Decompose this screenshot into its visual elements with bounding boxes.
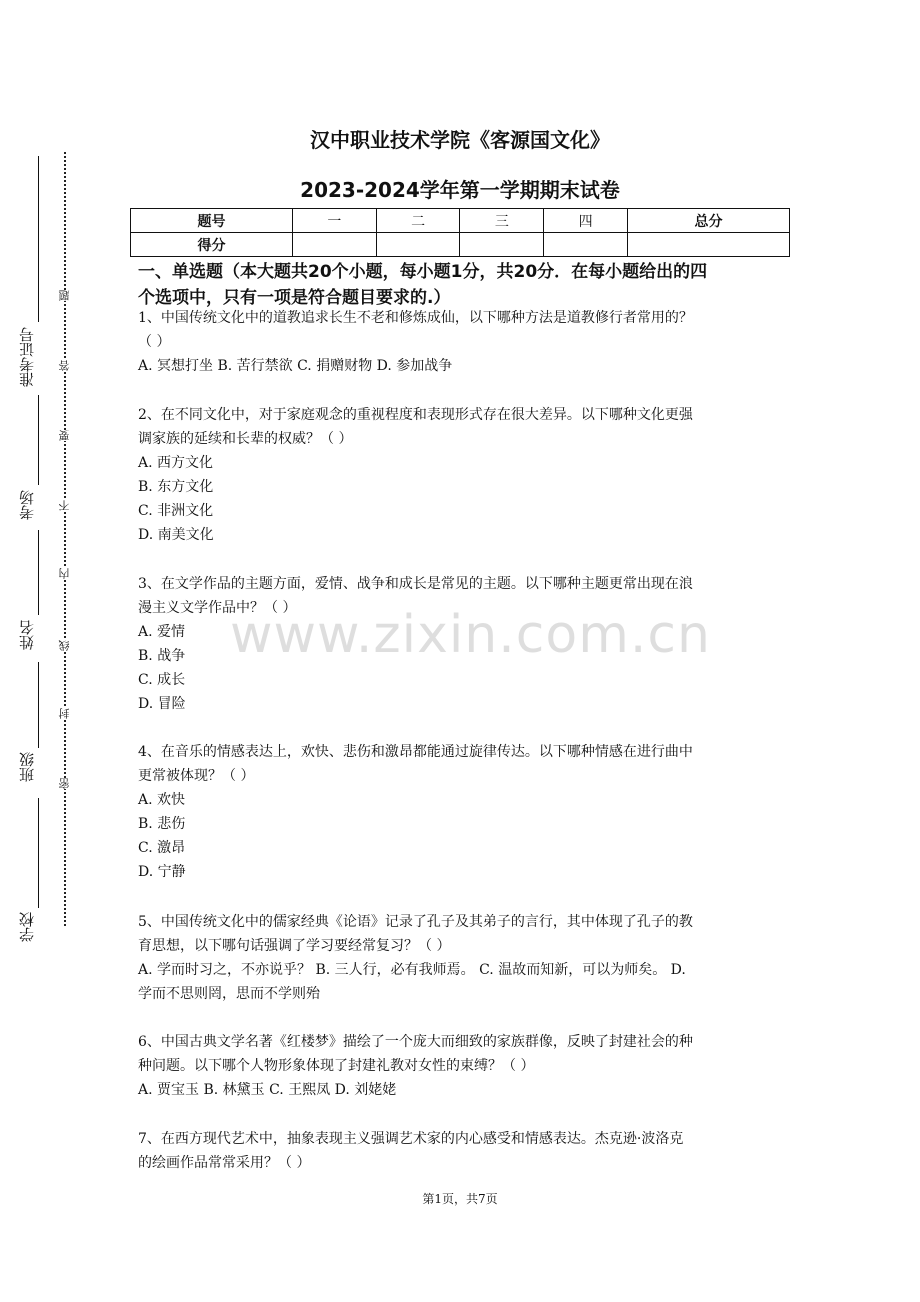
seal-char: 线 (58, 640, 71, 651)
option-b: B. 战争 (138, 648, 186, 664)
school-field (14, 912, 40, 942)
question-text: 7、在西方现代艺术中，抽象表现主义强调艺术家的内心感受和情感表达。杰克逊·波洛克 (138, 1131, 684, 1147)
seal-char: 题 (58, 290, 71, 301)
question-options: A. 贾宝玉 B. 林黛玉 C. 王熙凤 D. 刘姥姥 (138, 1082, 397, 1098)
question-5 (138, 910, 793, 1006)
question-text: 3、在文学作品的主题方面，爱情、战争和成长是常见的主题。以下哪种主题更常出现在浪 (138, 576, 693, 592)
score-cell (544, 233, 628, 257)
option-c: C. 激昂 (138, 840, 186, 856)
score-cell (628, 233, 790, 257)
option-d: D. 宁静 (138, 864, 186, 880)
exam-number-field (14, 327, 40, 387)
question-text: 4、在音乐的情感表达上，欢快、悲伤和激昂都能通过旋律传达。以下哪种情感在进行曲中 (138, 744, 693, 760)
option-d: D. 冒险 (138, 696, 186, 712)
question-text: 种问题。以下哪个人物形象体现了封建礼教对女性的束缚？（ ） (138, 1058, 535, 1074)
option-a: A. 西方文化 (138, 455, 214, 471)
page-footer: 第1页，共7页 (422, 1192, 498, 1206)
question-4 (138, 740, 793, 884)
score-header-cell: 总分 (628, 209, 790, 233)
option-c: C. 成长 (138, 672, 186, 688)
question-text: 2、在不同文化中，对于家庭观念的重视程度和表现形式存在很大差异。以下哪种文化更强 (138, 407, 693, 423)
score-table-header-row (131, 209, 790, 233)
question-text: 调家族的延续和长辈的权威？（ ） (138, 431, 353, 447)
score-table-score-row (131, 233, 790, 257)
question-text: 漫主义文学作品中？（ ） (138, 600, 297, 616)
question-text: 育思想，以下哪句话强调了学习要经常复习？（ ） (138, 938, 451, 954)
name-field (14, 620, 40, 650)
score-table (130, 208, 790, 257)
score-cell (292, 233, 376, 257)
name-label: 姓名 (18, 620, 36, 650)
question-options: A. 学而时习之，不亦说乎？ B. 三人行，必有我师焉。 C. 温故而知新，可以为师矣。 D. (138, 962, 686, 978)
question-text: （ ） (138, 334, 171, 350)
question-text: 1、中国传统文化中的道教追求长生不老和修炼成仙，以下哪种方法是道教修行者常用的？ (138, 310, 693, 326)
class-label: 班级 (18, 752, 36, 782)
option-b: B. 东方文化 (138, 479, 214, 495)
question-text: 5、中国传统文化中的儒家经典《论语》记录了孔子及其弟子的言行，其中体现了孔子的教 (138, 914, 693, 930)
section-heading-line: 一、单选题（本大题共20个小题，每小题1分，共20分．在每小题给出的四 (138, 262, 708, 282)
seal-char: 答 (58, 360, 71, 371)
option-d: D. 南美文化 (138, 527, 214, 543)
exam-title: 汉中职业技术学院《客源国文化》 (310, 128, 610, 152)
question-text: 6、中国古典文学名著《红楼梦》描绘了一个庞大而细致的家族群像，反映了封建社会的种 (138, 1034, 693, 1050)
seal-char: 不 (58, 500, 71, 511)
exam-number-label: 准考证号 (18, 327, 36, 387)
question-text: 的绘画作品常常采用？（ ） (138, 1155, 311, 1171)
class-line (38, 662, 39, 748)
score-header-cell: 二 (376, 209, 460, 233)
score-header-cell: 一 (292, 209, 376, 233)
question-7 (138, 1127, 793, 1175)
score-header-cell: 四 (544, 209, 628, 233)
section-heading (138, 259, 798, 311)
seal-dotted-line (64, 152, 66, 926)
question-6 (138, 1030, 793, 1102)
question-2 (138, 403, 793, 547)
score-header-cell: 题号 (131, 209, 293, 233)
seal-char: 要 (58, 430, 71, 441)
exam-room-label: 考场 (18, 490, 36, 520)
exam-subtitle: 2023-2024学年第一学期期末试卷 (300, 178, 620, 202)
question-1 (138, 306, 793, 378)
score-cell (376, 233, 460, 257)
question-options: 学而不思则罔，思而不学则殆 (138, 986, 320, 1002)
score-cell (460, 233, 544, 257)
seal-char: 密 (58, 778, 71, 789)
option-c: C. 非洲文化 (138, 503, 214, 519)
school-line (38, 798, 39, 908)
exam-room-line (38, 395, 39, 485)
score-row-label: 得分 (131, 233, 293, 257)
name-line (38, 530, 39, 615)
class-field (14, 752, 40, 782)
question-text: 更常被体现？（ ） (138, 768, 255, 784)
seal-char: 内 (58, 568, 71, 579)
school-label: 学校 (18, 912, 36, 942)
score-header-cell: 三 (460, 209, 544, 233)
question-3 (138, 572, 793, 716)
exam-room-field (14, 490, 40, 520)
option-a: A. 欢快 (138, 792, 186, 808)
section-heading-line: 个选项中，只有一项是符合题目要求的.） (138, 288, 451, 308)
watermark: www.zixin.com.cn (230, 605, 711, 665)
option-b: B. 悲伤 (138, 816, 186, 832)
question-options: A. 冥想打坐 B. 苦行禁欲 C. 捐赠财物 D. 参加战争 (138, 358, 453, 374)
seal-char: 封 (58, 708, 71, 719)
option-a: A. 爱情 (138, 624, 186, 640)
